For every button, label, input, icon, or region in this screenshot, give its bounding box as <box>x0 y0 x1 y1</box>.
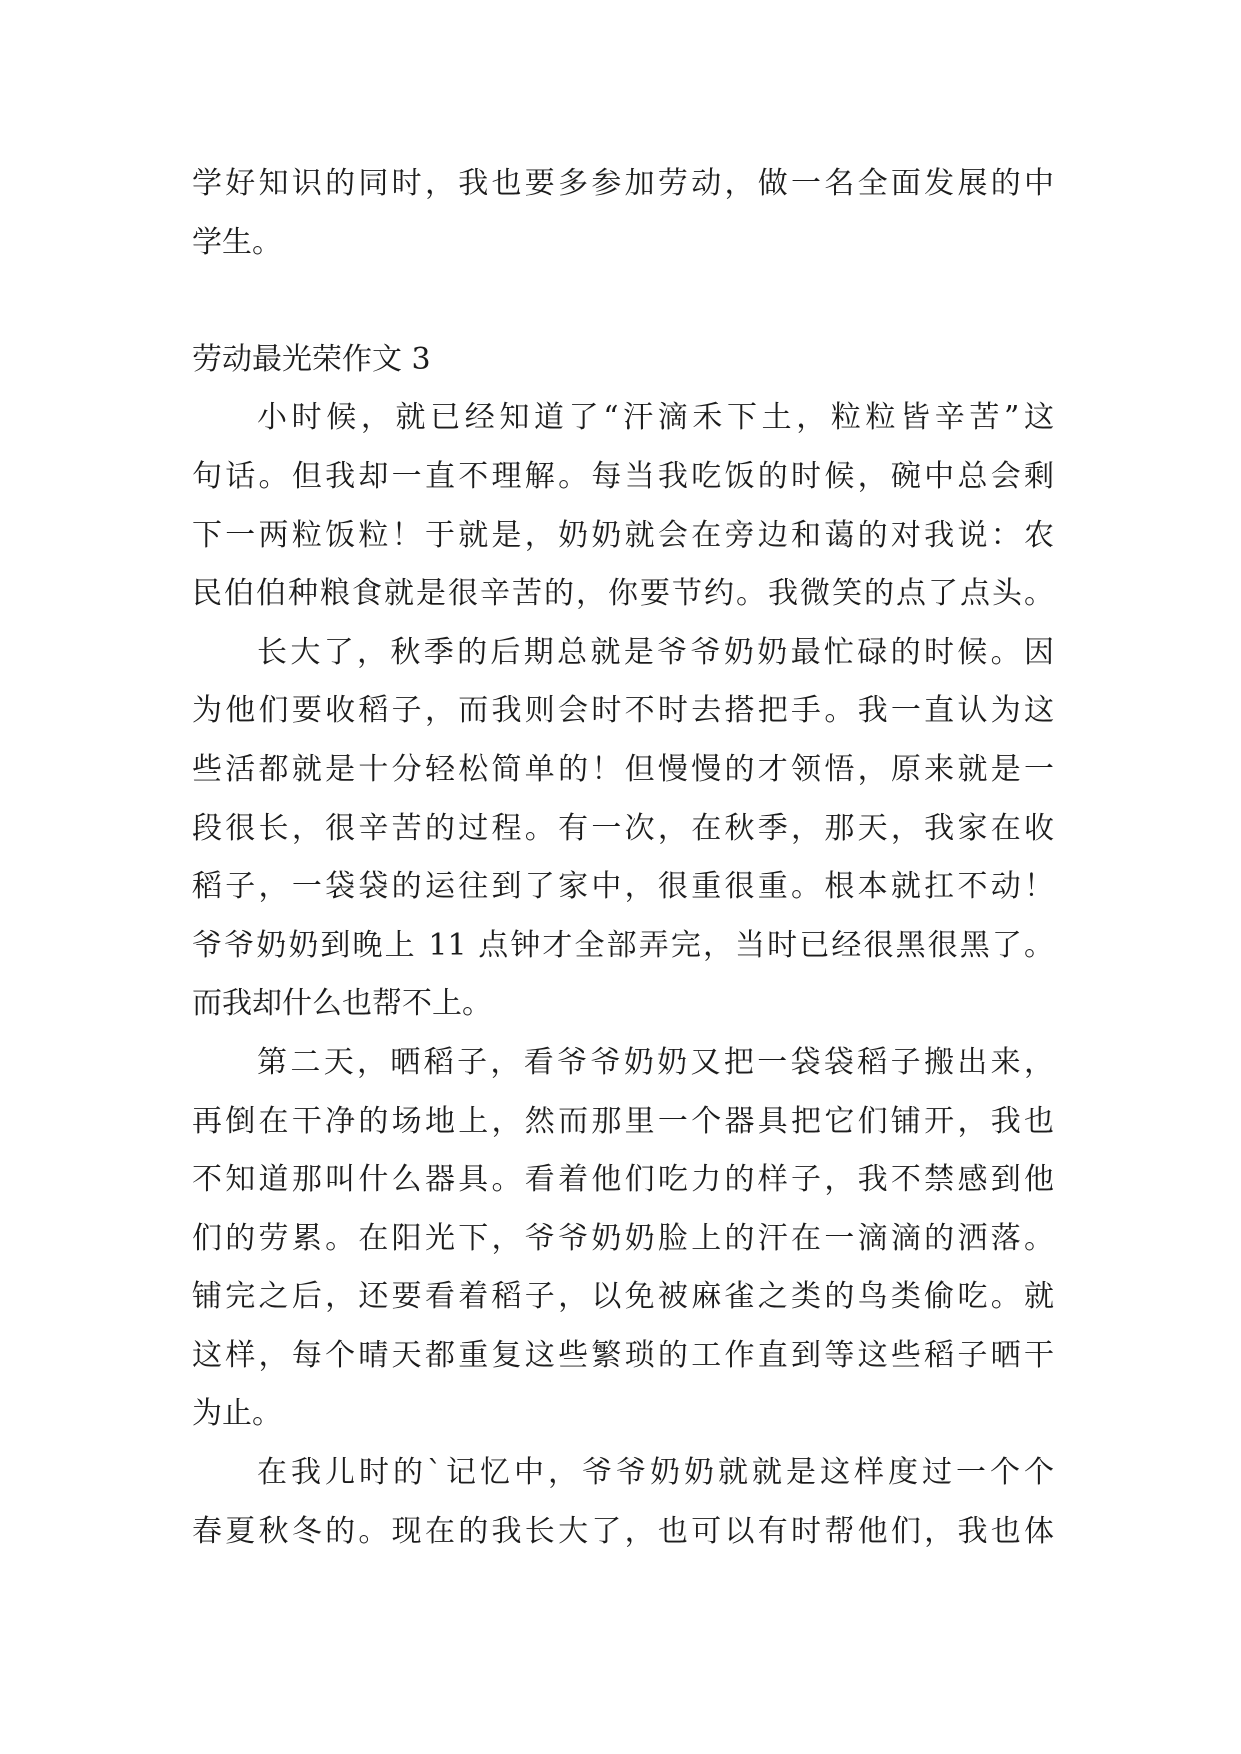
text-line: 民伯伯种粮食就是很辛苦的，你要节约。我微笑的点了点头。 <box>192 576 1054 612</box>
text-line: 段很长，很辛苦的过程。有一次，在秋季，那天，我家在收 <box>192 810 1054 846</box>
text-line: 第二天，晒稻子，看爷爷奶奶又把一袋袋稻子搬出来， <box>257 1044 1054 1080</box>
paragraph-3 <box>192 1034 1054 1444</box>
paragraph-1 <box>192 389 1054 623</box>
text-line: 这样，每个晴天都重复这些繁琐的工作直到等这些稻子晒干 <box>192 1337 1054 1373</box>
text-line: 铺完之后，还要看着稻子，以免被麻雀之类的鸟类偷吃。就 <box>192 1279 1054 1315</box>
text-line: 在我儿时的`记忆中，爷爷奶奶就就是这样度过一个个 <box>257 1455 1054 1491</box>
text-line: 小时候，就已经知道了“汗滴禾下土，粒粒皆辛苦”这 <box>257 400 1054 436</box>
text-line: 为止。 <box>192 1396 282 1432</box>
text-line: 些活都就是十分轻松简单的！但慢慢的才领悟，原来就是一 <box>192 751 1054 787</box>
text-line: 下一两粒饭粒！于就是，奶奶就会在旁边和蔼的对我说：农 <box>192 517 1054 553</box>
paragraph-4 <box>192 1444 1054 1561</box>
paragraph-2 <box>192 624 1054 1034</box>
document-page-body <box>192 155 1054 1561</box>
text-line: 爷爷奶奶到晚上 11 点钟才全部弄完，当时已经很黑很黑了。 <box>192 927 1054 963</box>
continued-paragraph <box>192 155 1054 272</box>
blank-line <box>192 272 1054 331</box>
essay-title: 劳动最光荣作文 3 <box>192 341 431 377</box>
text-line: 们的劳累。在阳光下，爷爷奶奶脸上的汗在一滴滴的洒落。 <box>192 1220 1054 1256</box>
text-line: 长大了，秋季的后期总就是爷爷奶奶最忙碌的时候。因 <box>257 634 1054 670</box>
text-line: 句话。但我却一直不理解。每当我吃饭的时候，碗中总会剩 <box>192 458 1054 494</box>
text-line: 学生。 <box>192 224 282 260</box>
text-line: 学好知识的同时，我也要多参加劳动，做一名全面发展的中 <box>192 166 1054 201</box>
text-line: 不知道那叫什么器具。看着他们吃力的样子，我不禁感到他 <box>192 1162 1054 1198</box>
text-line: 而我却什么也帮不上。 <box>192 986 492 1022</box>
text-line: 稻子，一袋袋的运往到了家中，很重很重。根本就扛不动！ <box>192 869 1054 905</box>
text-line: 春夏秋冬的。现在的我长大了，也可以有时帮他们，我也体 <box>192 1513 1054 1549</box>
text-line: 再倒在干净的场地上，然而那里一个器具把它们铺开，我也 <box>192 1103 1054 1139</box>
text-line: 为他们要收稻子，而我则会时不时去搭把手。我一直认为这 <box>192 693 1054 729</box>
